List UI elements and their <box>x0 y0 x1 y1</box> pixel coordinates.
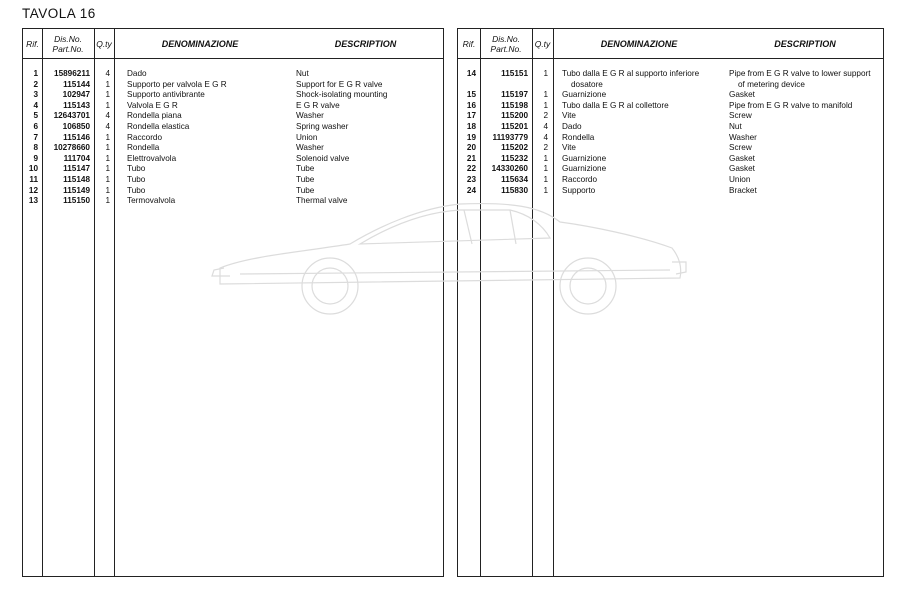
row-quantity: 1 <box>543 69 548 78</box>
row-ref-number: 17 <box>466 111 476 121</box>
header-qty: Q.ty <box>96 38 112 49</box>
row-denominazione-text: Guarnizione <box>562 164 607 174</box>
row-denominazione <box>127 186 282 197</box>
row-description <box>296 101 441 112</box>
row-description <box>296 196 441 207</box>
row-description <box>729 186 883 197</box>
table-row <box>458 101 883 112</box>
row-description <box>296 111 441 122</box>
row-part-number: 115634 <box>501 174 528 184</box>
row-description <box>296 175 441 186</box>
row-denominazione <box>127 122 282 133</box>
header-part-no <box>480 29 532 58</box>
row-description <box>296 122 441 133</box>
row-denominazione <box>562 175 726 186</box>
table-row <box>23 175 443 186</box>
row-description <box>729 111 883 122</box>
row-part-number: 115151 <box>501 69 528 78</box>
row-ref-number: 19 <box>466 132 476 142</box>
row-description <box>729 69 883 90</box>
row-quantity: 1 <box>105 143 110 153</box>
row-denominazione <box>562 122 726 133</box>
row-description-text: Support for E G R valve <box>296 79 383 89</box>
table-row <box>458 111 883 122</box>
header-part-no <box>42 29 94 58</box>
row-description-text: Tube <box>296 174 315 184</box>
row-denominazione <box>127 175 282 186</box>
row-description <box>296 186 441 197</box>
row-description <box>729 101 883 112</box>
parts-list-right <box>458 69 883 196</box>
row-description-text: Pipe from E G R valve to lower support <box>729 69 871 78</box>
row-quantity: 1 <box>543 90 548 100</box>
row-description-text: Washer <box>729 132 757 142</box>
row-denominazione-text: Tubo <box>127 185 146 195</box>
row-denominazione-text: Tubo <box>127 174 146 184</box>
row-description <box>296 133 441 144</box>
row-part-number: 12643701 <box>53 111 90 121</box>
row-description-text: Thermal valve <box>296 196 348 206</box>
row-ref-number: 11 <box>29 174 38 184</box>
row-denominazione <box>127 196 282 207</box>
row-description-text: Pipe from E G R valve to manifold <box>729 100 853 110</box>
row-quantity: 1 <box>105 196 110 206</box>
row-part-number: 115198 <box>501 100 528 110</box>
row-part-number: 10278660 <box>53 143 90 153</box>
header-description: DESCRIPTION <box>334 38 397 49</box>
row-part-number: 14330260 <box>491 164 528 174</box>
row-quantity: 2 <box>543 111 548 121</box>
row-description <box>729 90 883 101</box>
row-description-text: Tube <box>296 185 315 195</box>
row-denominazione-text: Rondella piana <box>127 111 182 121</box>
row-ref-number: 3 <box>33 90 38 100</box>
row-denominazione-text: Tubo dalla E G R al supporto inferiore <box>562 69 700 78</box>
row-description-text: Nut <box>296 69 309 78</box>
table-row <box>23 101 443 112</box>
table-row <box>23 111 443 122</box>
table-row <box>23 133 443 144</box>
row-description <box>296 154 441 165</box>
row-ref-number: 23 <box>466 174 476 184</box>
row-denominazione-cont: dosatore <box>571 79 603 89</box>
row-denominazione-text: Tubo dalla E G R al collettore <box>562 100 669 110</box>
row-part-number: 106850 <box>62 121 90 131</box>
row-ref-number: 7 <box>33 132 38 142</box>
row-description-text: Union <box>296 132 318 142</box>
row-part-number: 115197 <box>501 90 528 100</box>
row-denominazione <box>127 90 282 101</box>
row-quantity: 1 <box>105 174 110 184</box>
row-denominazione <box>562 154 726 165</box>
row-denominazione-text: Vite <box>562 111 576 121</box>
row-denominazione-text: Guarnizione <box>562 153 607 163</box>
row-denominazione <box>127 111 282 122</box>
row-denominazione <box>562 90 726 101</box>
row-quantity: 4 <box>105 69 110 78</box>
row-denominazione <box>562 186 726 197</box>
row-description-text: Union <box>729 174 751 184</box>
row-description-text: Bracket <box>729 185 757 195</box>
table-row <box>23 196 443 207</box>
row-denominazione <box>562 164 726 175</box>
row-part-number: 11193779 <box>492 132 528 142</box>
row-quantity: 1 <box>543 153 548 163</box>
row-description <box>729 154 883 165</box>
row-quantity: 1 <box>105 153 110 163</box>
row-description-text: Washer <box>296 111 324 121</box>
row-denominazione <box>127 69 282 80</box>
table-row <box>458 186 883 197</box>
row-description <box>296 80 441 91</box>
row-description <box>296 90 441 101</box>
row-denominazione-text: Termovalvola <box>127 196 176 206</box>
row-denominazione <box>127 133 282 144</box>
row-ref-number: 16 <box>466 100 476 110</box>
row-description <box>729 143 883 154</box>
row-denominazione-text: Supporto per valvola E G R <box>127 79 227 89</box>
row-ref-number: 12 <box>28 185 38 195</box>
table-row <box>23 90 443 101</box>
row-description-text: Washer <box>296 143 324 153</box>
table-row <box>458 90 883 101</box>
row-ref-number: 6 <box>33 121 38 131</box>
row-denominazione <box>127 80 282 91</box>
row-description <box>729 133 883 144</box>
header-description: DESCRIPTION <box>774 38 836 49</box>
row-description-text: Nut <box>729 121 742 131</box>
row-description-text: Shock-isolating mounting <box>296 90 388 100</box>
row-quantity: 1 <box>105 185 110 195</box>
row-part-number: 115232 <box>501 153 528 163</box>
header-rif: Rif. <box>462 38 476 49</box>
row-denominazione <box>562 143 726 154</box>
row-description-text: Spring washer <box>296 121 349 131</box>
header-part-line1: Dis.No. <box>54 33 82 44</box>
header-part-line2: Part.No. <box>52 43 84 54</box>
row-description <box>296 69 441 80</box>
row-quantity: 4 <box>543 132 548 142</box>
row-description-text: Screw <box>729 143 752 153</box>
row-description-text: Gasket <box>729 164 755 174</box>
row-ref-number: 5 <box>33 111 38 121</box>
row-denominazione <box>562 69 726 90</box>
row-quantity: 1 <box>105 132 110 142</box>
row-ref-number: 22 <box>466 164 476 174</box>
row-description <box>296 164 441 175</box>
row-ref-number: 13 <box>28 196 38 206</box>
table-row <box>23 186 443 197</box>
row-ref-number: 8 <box>33 143 38 153</box>
header-denominazione: DENOMINAZIONE <box>161 38 239 49</box>
table-row <box>23 80 443 91</box>
row-denominazione-text: Dado <box>562 121 582 131</box>
row-description-text: Gasket <box>729 90 755 100</box>
row-quantity: 4 <box>105 111 110 121</box>
table-row <box>23 143 443 154</box>
row-ref-number: 2 <box>33 79 38 89</box>
row-description-text: Solenoid valve <box>296 153 350 163</box>
table-row <box>458 175 883 186</box>
header-part-line2: Part.No. <box>490 43 522 54</box>
row-ref-number: 9 <box>33 153 38 163</box>
row-quantity: 1 <box>105 164 110 174</box>
parts-table-right <box>457 28 884 577</box>
row-denominazione-text: Rondella elastica <box>127 121 190 131</box>
row-denominazione-text: Rondella <box>127 143 160 153</box>
row-denominazione-text: Guarnizione <box>562 90 607 100</box>
row-denominazione <box>127 154 282 165</box>
row-quantity: 1 <box>543 164 548 174</box>
row-ref-number: 18 <box>466 121 476 131</box>
row-denominazione-text: Supporto antivibrante <box>127 90 205 100</box>
row-ref-number: 21 <box>466 153 476 163</box>
row-ref-number: 4 <box>33 100 38 110</box>
row-part-number: 115150 <box>63 196 90 206</box>
row-part-number: 102947 <box>62 90 90 100</box>
row-description-text: E G R valve <box>296 100 340 110</box>
page-title: TAVOLA 16 <box>22 6 96 21</box>
table-row <box>458 122 883 133</box>
row-description-text: Tube <box>296 164 315 174</box>
table-row <box>23 122 443 133</box>
row-part-number: 115147 <box>63 164 90 174</box>
table-row <box>458 143 883 154</box>
row-denominazione-text: Valvola E G R <box>127 100 178 110</box>
row-denominazione-text: Supporto <box>562 185 596 195</box>
table-row <box>23 69 443 80</box>
row-quantity: 1 <box>105 79 110 89</box>
row-description-text: Gasket <box>729 153 755 163</box>
parts-table-left <box>22 28 444 577</box>
row-quantity: 4 <box>105 121 110 131</box>
row-quantity: 1 <box>543 185 548 195</box>
row-ref-number: 24 <box>466 185 476 195</box>
row-denominazione <box>562 133 726 144</box>
row-part-number: 115144 <box>63 79 90 89</box>
row-denominazione <box>127 164 282 175</box>
parts-list-left <box>23 69 443 207</box>
row-quantity: 1 <box>105 100 110 110</box>
row-ref-number: 1 <box>33 69 38 78</box>
header-rif: Rif. <box>26 38 39 49</box>
row-description <box>729 164 883 175</box>
row-denominazione-text: Tubo <box>127 164 146 174</box>
row-part-number: 115146 <box>63 132 90 142</box>
row-denominazione-text: Raccordo <box>127 132 163 142</box>
row-part-number: 115149 <box>63 185 90 195</box>
row-part-number: 111704 <box>63 153 90 163</box>
row-denominazione-text: Rondella <box>562 132 595 142</box>
row-part-number: 115830 <box>501 185 528 195</box>
row-denominazione <box>127 101 282 112</box>
table-row <box>458 154 883 165</box>
row-part-number: 15896211 <box>54 69 90 78</box>
row-part-number: 115148 <box>63 174 90 184</box>
row-description-cont: of metering device <box>738 79 805 89</box>
row-part-number: 115202 <box>501 143 528 153</box>
row-quantity: 4 <box>543 121 548 131</box>
row-quantity: 1 <box>543 174 548 184</box>
row-denominazione-text: Vite <box>562 143 576 153</box>
row-part-number: 115200 <box>501 111 528 121</box>
header-part-line1: Dis.No. <box>492 33 520 44</box>
row-quantity: 1 <box>543 100 548 110</box>
row-part-number: 115201 <box>501 121 528 131</box>
row-description <box>729 122 883 133</box>
row-description-text: Screw <box>729 111 752 121</box>
table-row <box>23 164 443 175</box>
row-denominazione-text: Elettrovalvola <box>127 153 177 163</box>
row-denominazione <box>562 111 726 122</box>
row-part-number: 115143 <box>63 100 90 110</box>
row-quantity: 1 <box>105 90 110 100</box>
row-description <box>296 143 441 154</box>
row-ref-number: 20 <box>466 143 476 153</box>
row-ref-number: 14 <box>466 69 476 78</box>
row-quantity: 2 <box>543 143 548 153</box>
table-row <box>458 133 883 144</box>
row-denominazione-text: Raccordo <box>562 174 598 184</box>
row-denominazione <box>127 143 282 154</box>
table-row <box>23 154 443 165</box>
row-denominazione <box>562 101 726 112</box>
row-ref-number: 10 <box>28 164 38 174</box>
table-row <box>458 69 883 90</box>
row-denominazione-text: Dado <box>127 69 147 78</box>
header-qty: Q.ty <box>534 38 551 49</box>
table-row <box>458 164 883 175</box>
row-description <box>729 175 883 186</box>
header-denominazione: DENOMINAZIONE <box>600 38 678 49</box>
row-ref-number: 15 <box>466 90 476 100</box>
